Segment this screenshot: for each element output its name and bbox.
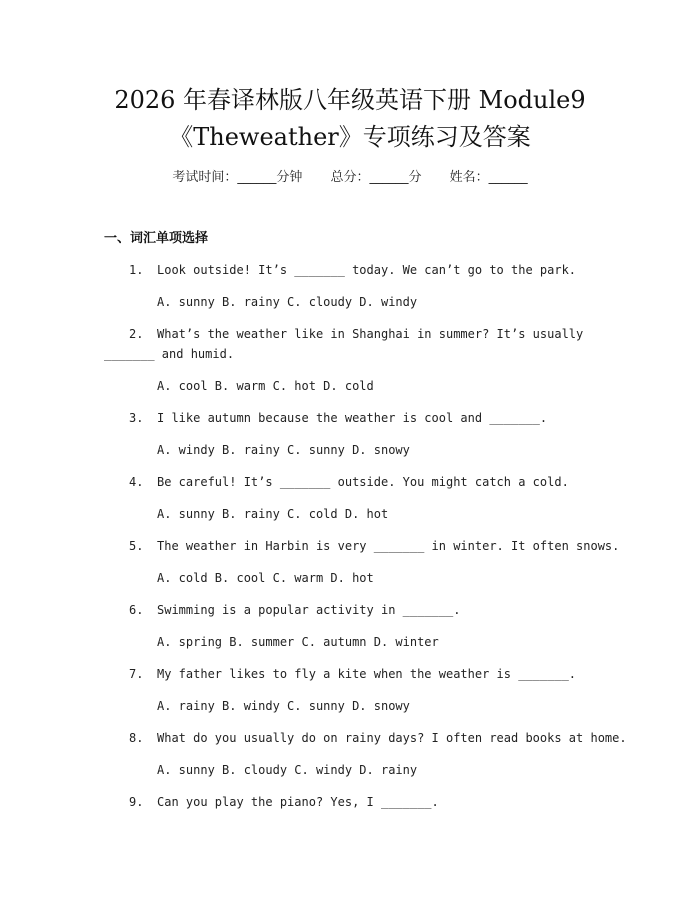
question-stem: Can you play the piano? Yes, I _______.	[157, 795, 439, 809]
question-number: 2.	[129, 327, 144, 341]
student-name-label: 姓名：	[449, 170, 489, 185]
total-score-label: 总分：	[330, 170, 370, 185]
document-title-line-1: 2026 年春译林版八年级英语下册 Module9	[114, 86, 586, 114]
student-name-field	[450, 168, 528, 188]
question-options: A. rainy B. windy C. sunny D. snowy	[157, 699, 410, 713]
question-stem: My father likes to fly a kite when the weather is _______.	[157, 667, 577, 681]
question-stem: What do you usually do on rainy days? I often read books at home.	[157, 731, 627, 745]
total-score-blank: ______	[369, 170, 409, 185]
student-name-blank: ______	[488, 170, 528, 185]
section-heading: 一、词汇单项选择	[104, 231, 209, 246]
exam-time-blank: ______	[237, 170, 277, 185]
exam-time-field	[172, 168, 302, 188]
exam-time-label: 考试时间：	[172, 170, 238, 185]
question-options: A. windy B. rainy C. sunny D. snowy	[157, 443, 410, 457]
question-options: A. spring B. summer C. autumn D. winter	[157, 635, 439, 649]
question-stem: The weather in Harbin is very _______ in winter. It often snows.	[157, 539, 620, 553]
exam-time-unit: 分钟	[276, 170, 303, 185]
question-stem: Be careful! It’s _______ outside. You might catch a cold.	[157, 475, 569, 489]
document-title-line-2: 《Theweather》专项练习及答案	[169, 123, 531, 151]
exam-info-line	[0, 168, 700, 188]
question-number: 1.	[129, 263, 144, 277]
question-stem: Swimming is a popular activity in _______.	[157, 603, 461, 617]
question-options: A. cool B. warm C. hot D. cold	[157, 379, 374, 393]
question-number: 3.	[129, 411, 144, 425]
question-number: 8.	[129, 731, 144, 745]
question-stem: Look outside! It’s _______ today. We can’t go to the park.	[157, 263, 577, 277]
question-options: A. sunny B. cloudy C. windy D. rainy	[157, 763, 418, 777]
total-score-unit: 分	[408, 170, 422, 185]
question-stem: What’s the weather like in Shanghai in summer? It’s usually	[157, 327, 584, 341]
question-number: 7.	[129, 667, 144, 681]
question-stem-continued: _______ and humid.	[104, 347, 235, 361]
question-options: A. cold B. cool C. warm D. hot	[157, 571, 374, 585]
question-options: A. sunny B. rainy C. cold D. hot	[157, 507, 389, 521]
question-number: 5.	[129, 539, 144, 553]
question-number: 6.	[129, 603, 144, 617]
question-number: 9.	[129, 795, 144, 809]
question-number: 4.	[129, 475, 144, 489]
total-score-field	[330, 168, 421, 188]
question-stem: I like autumn because the weather is cool and _______.	[157, 411, 548, 425]
question-options: A. sunny B. rainy C. cloudy D. windy	[157, 295, 418, 309]
